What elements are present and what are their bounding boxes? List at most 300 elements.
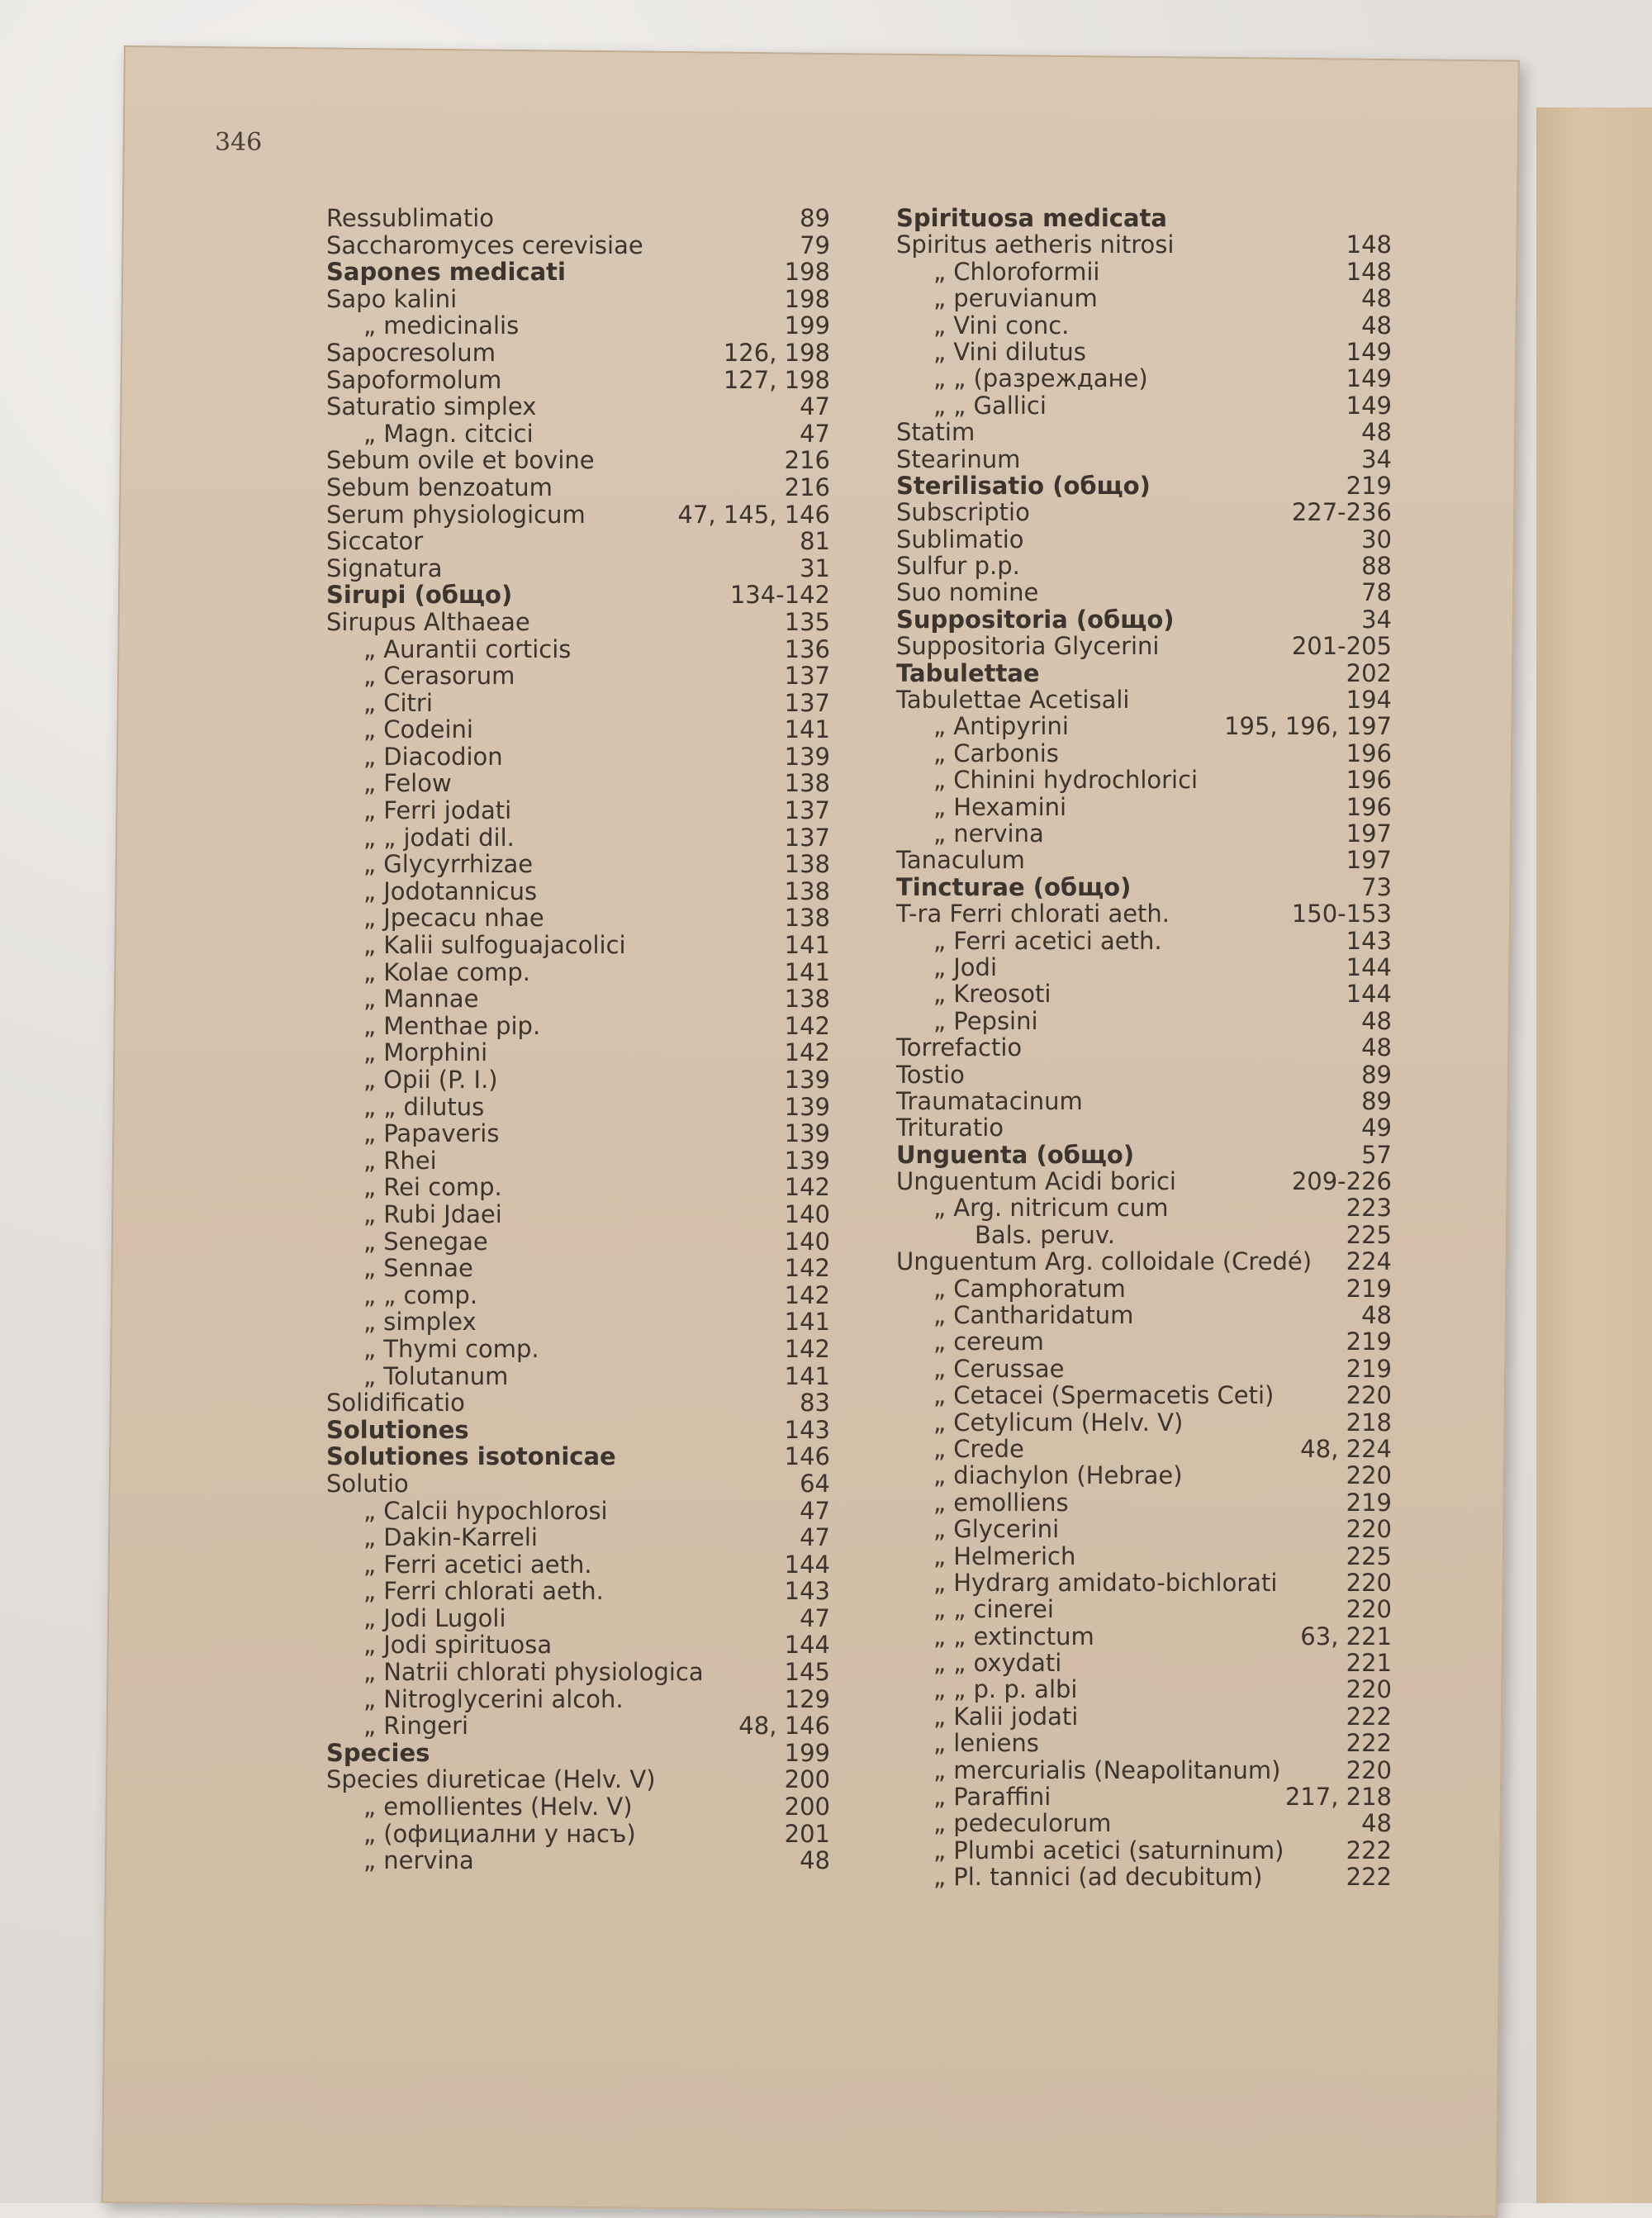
index-term: „ Cerasorum	[363, 662, 515, 691]
index-page-ref: 134-142	[729, 581, 830, 610]
index-entry	[896, 900, 1392, 927]
index-term: Sapocresolum	[326, 338, 496, 367]
index-page-ref: 218	[1346, 1408, 1392, 1437]
index-page-ref: 47	[800, 1603, 830, 1632]
index-page-ref: 142	[784, 1280, 830, 1309]
index-entry	[326, 1066, 830, 1094]
index-page-ref: 140	[784, 1199, 830, 1228]
index-term: Sapones medicati	[326, 258, 566, 287]
index-page-ref: 48	[1361, 1006, 1392, 1035]
index-page-ref: 141	[784, 1361, 830, 1390]
index-term: „ Natrii chlorati physiologica	[363, 1658, 704, 1687]
index-page-ref: 144	[1346, 952, 1392, 981]
index-entry	[896, 1008, 1392, 1034]
index-entry	[896, 1703, 1392, 1730]
index-page-ref: 139	[784, 1146, 830, 1175]
index-page-ref: 222	[1346, 1863, 1392, 1892]
index-entry	[896, 1168, 1392, 1194]
index-entry	[896, 981, 1392, 1007]
index-page-ref: 48	[1361, 1301, 1392, 1330]
index-entry	[896, 1543, 1392, 1570]
index-entry	[326, 1793, 830, 1821]
index-term: „ Opii (P. I.)	[363, 1066, 498, 1094]
index-term: „ emollientes (Helv. V)	[363, 1793, 633, 1821]
index-term: Tabulettae	[896, 658, 1040, 687]
index-entry	[896, 1409, 1392, 1436]
index-entry	[896, 767, 1392, 793]
index-entry	[326, 501, 830, 529]
index-page-ref: 209-226	[1291, 1167, 1392, 1196]
index-entry	[896, 259, 1392, 285]
index-entry	[896, 419, 1392, 445]
index-term: Sebum ovile et bovine	[326, 446, 595, 475]
index-term: „ Paraffini	[933, 1783, 1051, 1812]
index-page-ref: 127, 198	[723, 365, 830, 394]
index-term: „ Cerussae	[933, 1354, 1065, 1383]
index-entry	[326, 1631, 830, 1659]
index-term: „ Hydrarg amidato-bichlorati	[933, 1568, 1278, 1597]
index-entry	[896, 1275, 1392, 1302]
index-entry	[326, 743, 830, 771]
index-entry	[896, 1194, 1392, 1221]
index-entry	[326, 1013, 830, 1040]
index-entry	[896, 1650, 1392, 1676]
index-entry	[896, 446, 1392, 473]
index-page-ref: 221	[1346, 1649, 1392, 1678]
index-page-ref: 142	[784, 1173, 830, 1202]
index-entry	[896, 686, 1392, 713]
index-entry	[896, 312, 1392, 339]
index-term: Unguentum Acidi borici	[896, 1167, 1176, 1196]
index-page-ref: 219	[1346, 1327, 1392, 1356]
index-entry	[896, 928, 1392, 954]
index-term: „ mercurialis (Neapolitanum)	[933, 1755, 1281, 1784]
index-entry	[896, 579, 1392, 606]
index-page-ref: 73	[1361, 872, 1392, 901]
index-term: „ Ferri chlorati aeth.	[363, 1577, 604, 1606]
index-term: Tabulettae Acetisali	[896, 686, 1130, 715]
index-term: „ Arg. nitricum cum	[933, 1194, 1169, 1223]
index-page-ref: 31	[800, 553, 830, 582]
index-entry	[326, 528, 830, 555]
index-page-ref: 144	[784, 1631, 830, 1660]
index-entry	[326, 878, 830, 905]
index-term: „ „ comp.	[363, 1280, 478, 1309]
index-page-ref: 148	[1346, 230, 1392, 259]
index-term: Tincturae (общо)	[896, 872, 1132, 901]
index-term: „ Kreosoti	[933, 980, 1051, 1009]
index-page-ref: 89	[1361, 1086, 1392, 1115]
index-term: „ Jodi Lugoli	[363, 1603, 506, 1632]
index-term: Unguentum Arg. colloidale (Credé)	[896, 1247, 1313, 1276]
index-page-ref: 48	[1361, 1033, 1392, 1062]
index-entry	[326, 367, 830, 394]
index-entry	[326, 1228, 830, 1256]
index-page-ref: 48	[1361, 284, 1392, 313]
index-entry	[896, 1382, 1392, 1408]
index-entry	[326, 905, 830, 932]
index-entry	[896, 1783, 1392, 1810]
index-entry	[896, 473, 1392, 499]
index-entry	[326, 1551, 830, 1579]
index-term: „ Camphoratum	[933, 1274, 1126, 1303]
index-page-ref: 202	[1346, 658, 1392, 687]
index-term: „ Vini conc.	[933, 311, 1070, 340]
index-term: „ „ extinctum	[933, 1622, 1094, 1650]
index-entry	[326, 1201, 830, 1228]
index-page-ref: 216	[784, 473, 830, 501]
index-term: „ „ dilutus	[363, 1092, 485, 1121]
index-term: „ Ferri acetici aeth.	[363, 1550, 592, 1579]
index-term: „ Glycerini	[933, 1515, 1060, 1544]
index-term: „ Crede	[933, 1434, 1024, 1463]
index-page-ref: 220	[1346, 1515, 1392, 1544]
index-term: „ nervina	[933, 819, 1044, 848]
index-page-ref: 137	[784, 662, 830, 691]
index-entry	[896, 713, 1392, 739]
index-term: Unguenta (общо)	[896, 1140, 1135, 1169]
index-entry	[896, 633, 1392, 659]
index-term: „ Nitroglycerini alcoh.	[363, 1684, 624, 1713]
index-page-ref: 197	[1346, 819, 1392, 848]
index-entry	[326, 393, 830, 420]
index-entry	[326, 582, 830, 609]
index-entry	[896, 1356, 1392, 1382]
index-entry	[326, 1712, 830, 1740]
index-entry	[326, 1389, 830, 1417]
index-page-ref: 138	[784, 769, 830, 798]
index-page-ref: 48, 224	[1300, 1434, 1392, 1463]
index-page-ref: 139	[784, 1066, 830, 1094]
index-entry	[326, 1686, 830, 1713]
index-page-ref: 136	[784, 634, 830, 663]
index-entry	[326, 770, 830, 797]
index-entry	[896, 1034, 1392, 1061]
index-page-ref: 138	[784, 985, 830, 1014]
index-entry	[326, 716, 830, 743]
index-entry	[896, 1864, 1392, 1890]
index-entry	[326, 932, 830, 959]
index-page-ref: 200	[784, 1765, 830, 1794]
index-entry	[896, 1248, 1392, 1275]
index-entry	[326, 797, 830, 824]
index-column-left	[326, 205, 830, 1874]
index-entry	[326, 1336, 830, 1363]
index-page-ref: 197	[1346, 846, 1392, 875]
index-page-ref: 142	[784, 1038, 830, 1067]
index-page-ref: 139	[784, 1092, 830, 1121]
index-page-ref: 149	[1346, 364, 1392, 393]
index-entry	[326, 1847, 830, 1874]
index-term: Sapo kalini	[326, 284, 458, 313]
index-term: „ Hexamini	[933, 792, 1067, 821]
index-entry	[896, 526, 1392, 553]
index-term: Sulfur p.p.	[896, 552, 1020, 581]
index-page-ref: 141	[784, 931, 830, 960]
index-entry	[326, 1605, 830, 1632]
page-number: 346	[215, 128, 263, 157]
index-entry	[896, 740, 1392, 767]
index-term: „ Pepsini	[933, 1006, 1038, 1035]
index-term: „ Ferri jodati	[363, 796, 512, 825]
index-term: „ „ p. p. albi	[933, 1675, 1078, 1704]
index-term: „ „ cinerei	[933, 1595, 1054, 1624]
index-term: „ Senegae	[363, 1227, 488, 1256]
index-term: „ diachylon (Hebrae)	[933, 1461, 1183, 1490]
index-page-ref: 200	[784, 1793, 830, 1821]
index-entry	[896, 1062, 1392, 1088]
index-term: „ Glycyrrhizae	[363, 850, 534, 879]
index-page-ref: 141	[784, 715, 830, 744]
index-page-ref: 194	[1346, 686, 1392, 715]
index-term: Traumatacinum	[896, 1086, 1083, 1115]
index-term: Statim	[896, 418, 976, 447]
index-page-ref: 48	[800, 1846, 830, 1875]
index-page-ref: 34	[1361, 605, 1392, 634]
index-page-ref: 143	[1346, 926, 1392, 955]
index-page-ref: 139	[784, 742, 830, 771]
index-entry	[326, 420, 830, 448]
index-entry	[896, 1596, 1392, 1622]
index-page-ref: 220	[1346, 1595, 1392, 1624]
index-entry	[896, 499, 1392, 525]
index-entry	[326, 1120, 830, 1147]
index-entry	[326, 1094, 830, 1121]
index-page-ref: 126, 198	[723, 338, 830, 367]
index-entry	[326, 1524, 830, 1551]
index-term: Saturatio simplex	[326, 392, 537, 421]
index-entry	[326, 259, 830, 286]
index-term: „ Sennae	[363, 1254, 473, 1283]
index-entry	[896, 1623, 1392, 1650]
index-entry	[326, 1740, 830, 1767]
index-page-ref: 83	[800, 1389, 830, 1418]
index-page-ref: 64	[800, 1469, 830, 1498]
index-term: „ cereum	[933, 1327, 1044, 1356]
index-term: „ Dakin-Karreli	[363, 1523, 538, 1552]
index-page-ref: 220	[1346, 1675, 1392, 1704]
index-term: „ Kalii jodati	[933, 1702, 1079, 1731]
index-page-ref: 220	[1346, 1461, 1392, 1490]
index-entry	[326, 340, 830, 367]
index-entry	[326, 447, 830, 474]
index-page-ref: 48	[1361, 1809, 1392, 1838]
index-page-ref: 196	[1346, 792, 1392, 821]
index-entry	[326, 959, 830, 986]
index-entry	[896, 874, 1392, 900]
index-page-ref: 195, 196, 197	[1224, 712, 1392, 741]
index-term: Ressublimatio	[326, 204, 494, 232]
index-page-ref: 223	[1346, 1194, 1392, 1223]
index-entry	[326, 824, 830, 852]
index-page-ref: 129	[784, 1684, 830, 1713]
index-term: Sirupi (общо)	[326, 581, 513, 610]
index-term: „ Chloroformii	[933, 257, 1100, 286]
index-page-ref: 227-236	[1291, 498, 1392, 527]
index-term: „ peruvianum	[933, 284, 1098, 313]
index-page-ref: 142	[784, 1011, 830, 1040]
index-entry	[326, 636, 830, 663]
index-entry	[326, 1039, 830, 1066]
index-term: „ Papaveris	[363, 1119, 500, 1148]
index-page-ref: 148	[1346, 257, 1392, 286]
index-term: „ Tolutanum	[363, 1361, 509, 1390]
index-page-ref: 34	[1361, 444, 1392, 473]
index-page-ref: 220	[1346, 1381, 1392, 1410]
index-page-ref: 216	[784, 446, 830, 475]
index-term: „ leniens	[933, 1729, 1039, 1758]
index-page-ref: 47	[800, 419, 830, 448]
index-term: „ Calcii hypochlorosi	[363, 1496, 608, 1525]
index-term: Serum physiologicum	[326, 500, 586, 529]
index-page-ref: 30	[1361, 525, 1392, 553]
index-page-ref: 220	[1346, 1568, 1392, 1597]
index-entry	[326, 1147, 830, 1175]
index-page-ref: 222	[1346, 1729, 1392, 1758]
next-page-edge	[1536, 107, 1652, 2203]
index-page-ref: 138	[784, 876, 830, 905]
index-entry	[896, 1114, 1392, 1141]
index-entry	[896, 339, 1392, 365]
index-term: Sirupus Althaeae	[326, 607, 530, 636]
index-term: „ Plumbi acetici (saturninum)	[933, 1836, 1284, 1864]
index-entry	[896, 1142, 1392, 1168]
index-term: „ Thymi comp.	[363, 1334, 539, 1363]
index-page-ref: 141	[784, 957, 830, 986]
index-entry	[326, 663, 830, 690]
index-entry	[896, 1328, 1392, 1355]
index-term: „ Jodi spirituosa	[363, 1631, 553, 1660]
index-term: Tanaculum	[896, 846, 1025, 875]
index-page-ref: 135	[784, 607, 830, 636]
index-term: „ Vini dilutus	[933, 337, 1086, 366]
index-entry	[896, 794, 1392, 820]
index-term: Suppositoria (общо)	[896, 605, 1175, 634]
index-term: „ Mannae	[363, 985, 479, 1014]
index-page-ref: 89	[800, 204, 830, 232]
index-term: „ Menthae pip.	[363, 1011, 541, 1040]
index-page-ref: 137	[784, 796, 830, 825]
index-page-ref: 146	[784, 1442, 830, 1471]
index-page-ref: 219	[1346, 1274, 1392, 1303]
index-term: „ „ oxydati	[933, 1649, 1062, 1678]
index-entry	[896, 820, 1392, 847]
index-entry	[896, 1462, 1392, 1489]
index-page-ref: 199	[784, 1738, 830, 1767]
index-term: Bals. peruv.	[975, 1220, 1115, 1249]
index-page-ref: 224	[1346, 1247, 1392, 1276]
index-page-ref: 48	[1361, 311, 1392, 340]
index-page-ref: 142	[784, 1254, 830, 1283]
index-term: „ simplex	[363, 1308, 477, 1337]
index-term: „ Carbonis	[933, 739, 1059, 767]
index-page-ref: 47	[800, 1523, 830, 1552]
index-entry	[326, 1659, 830, 1686]
index-entry	[896, 1570, 1392, 1596]
index-page-ref: 137	[784, 823, 830, 852]
index-term: Species diureticae (Helv. V)	[326, 1765, 656, 1794]
index-entry	[326, 1255, 830, 1282]
index-entry	[326, 609, 830, 636]
index-page-ref: 222	[1346, 1836, 1392, 1864]
index-term: „ Morphini	[363, 1038, 488, 1067]
index-term: „ medicinalis	[363, 311, 520, 340]
index-page-ref: 198	[784, 284, 830, 313]
index-entry	[896, 1810, 1392, 1836]
index-term: „ Diacodion	[363, 742, 503, 771]
index-term: „ Ringeri	[363, 1712, 469, 1741]
index-term: „ Pl. tannici (ad decubitum)	[933, 1863, 1263, 1892]
index-term: Sublimatio	[896, 525, 1024, 553]
index-term: „ Helmerich	[933, 1541, 1076, 1570]
index-page-ref: 198	[784, 258, 830, 287]
index-entry	[326, 555, 830, 582]
index-entry	[896, 1730, 1392, 1756]
index-term: „ Cetacei (Spermacetis Ceti)	[933, 1381, 1275, 1410]
index-entry	[326, 1498, 830, 1525]
index-page-ref: 138	[784, 904, 830, 933]
index-page-ref: 57	[1361, 1140, 1392, 1169]
index-term: T-ra Ferri chlorati aeth.	[896, 900, 1170, 929]
index-page-ref: 196	[1346, 766, 1392, 795]
index-page-ref: 79	[800, 230, 830, 259]
index-page-ref: 89	[1361, 1060, 1392, 1089]
index-page-ref: 49	[1361, 1114, 1392, 1142]
index-term: „ nervina	[363, 1846, 474, 1875]
index-entry	[326, 1308, 830, 1336]
index-term: „ Rhei	[363, 1146, 437, 1175]
index-page-ref: 47	[800, 1496, 830, 1525]
index-term: „ Rei comp.	[363, 1173, 502, 1202]
index-entry	[896, 285, 1392, 311]
index-term: „ „ jodati dil.	[363, 823, 515, 852]
index-entry	[326, 1578, 830, 1605]
index-term: Saccharomyces cerevisiae	[326, 230, 643, 259]
index-term: „ pedeculorum	[933, 1809, 1112, 1838]
index-entry	[326, 474, 830, 501]
index-term: Sterilisatio (общо)	[896, 471, 1151, 500]
index-term: „ Cetylicum (Helv. V)	[933, 1408, 1184, 1437]
index-term: „ Ferri acetici aeth.	[933, 926, 1162, 955]
index-term: „ Rubi Jdaei	[363, 1199, 502, 1228]
index-term: Suppositoria Glycerini	[896, 632, 1160, 661]
index-entry	[326, 1470, 830, 1498]
index-entry	[326, 1174, 830, 1201]
index-entry	[896, 660, 1392, 686]
index-entry	[326, 1821, 830, 1848]
index-entry	[896, 231, 1392, 258]
index-page-ref: 142	[784, 1334, 830, 1363]
index-column-right	[896, 205, 1392, 1891]
index-page-ref: 78	[1361, 578, 1392, 607]
index-page-ref: 63, 221	[1300, 1622, 1392, 1650]
index-term: Solutiones	[326, 1415, 469, 1444]
index-entry	[326, 1282, 830, 1309]
index-page-ref: 137	[784, 688, 830, 717]
index-term: Signatura	[326, 553, 443, 582]
index-term: „ Jpecacu nhae	[363, 904, 544, 933]
index-entry	[896, 392, 1392, 419]
index-term: Solutiones isotonicae	[326, 1442, 616, 1471]
index-term: „ Felow	[363, 769, 452, 798]
index-page-ref: 222	[1346, 1702, 1392, 1731]
index-term: „ (официални у насъ)	[363, 1819, 636, 1848]
index-entry	[896, 205, 1392, 231]
index-term: „ Magn. citcici	[363, 419, 534, 448]
index-term: Solidificatio	[326, 1389, 465, 1418]
index-page-ref: 140	[784, 1227, 830, 1256]
index-page-ref: 88	[1361, 552, 1392, 581]
